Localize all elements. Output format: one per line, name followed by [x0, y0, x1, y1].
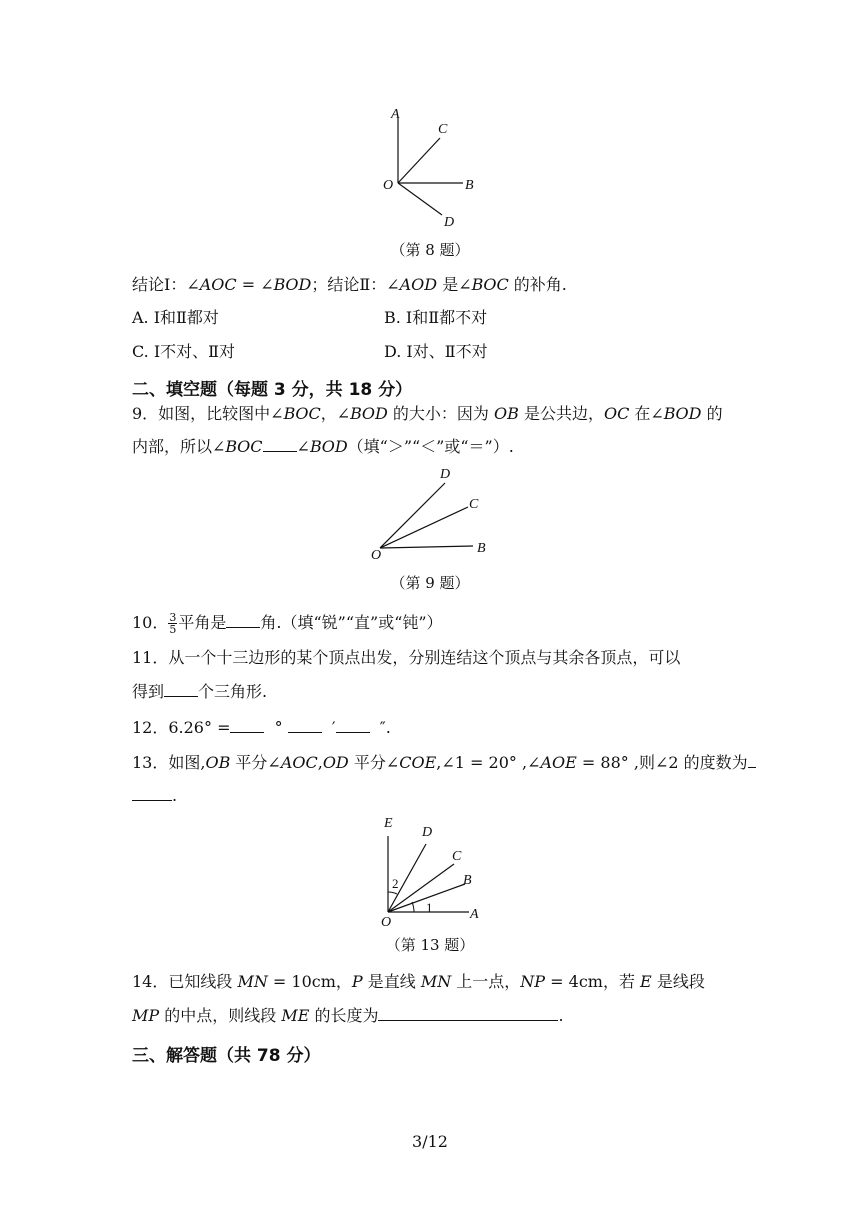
q10-text-b: 角.（填“锐”“直”或“钝”）: [260, 613, 443, 632]
fig13-label-d: D: [422, 825, 433, 840]
q13-line2: [132, 786, 177, 806]
q10: [132, 612, 443, 635]
q13-answer-blank: [132, 786, 172, 801]
section2-heading: 二、填空题（每题 3 分，共 18 分）: [132, 380, 413, 400]
q10-answer-blank: [226, 613, 260, 628]
section3-heading: 三、解答题（共 78 分）: [132, 1046, 321, 1066]
figure-13: [370, 808, 490, 933]
q9-line1: 9．如图，比较图中∠𝐵𝑂𝐶，∠𝐵𝑂𝐷 的大小：因为 𝑂𝐵 是公共边，𝑂𝐶 在∠𝐵𝑂𝐷 的: [132, 404, 723, 423]
q8-option-c: C. Ⅰ不对、Ⅱ对: [132, 342, 236, 361]
q14-answer-blank: [378, 1006, 558, 1021]
q14-line2-end: .: [558, 1006, 564, 1025]
q14-line1: 14．已知线段 𝑀𝑁 = 10cm，𝑃 是直线 𝑀𝑁 上一点，𝑁𝑃 = 4cm，若 𝐸 是线段: [132, 972, 705, 991]
q10-fraction: [168, 612, 177, 635]
fig8-label-b: B: [465, 178, 474, 193]
q12-minute-blank: [288, 718, 322, 733]
q9-line2-a: 内部，所以∠𝐵𝑂𝐶: [132, 437, 263, 456]
q8-option-a: A. Ⅰ和Ⅱ都对: [132, 308, 219, 327]
figure-8: [370, 100, 500, 235]
q11-line1: 11．从一个十三边形的某个顶点出发，分别连结这个顶点与其余各顶点，可以: [132, 648, 681, 667]
q9-answer-blank: [263, 437, 297, 452]
q12: [132, 718, 391, 738]
q12-second-blank: [336, 718, 370, 733]
q13-answer-blank-start: [748, 753, 756, 768]
q10-frac-denominator: 5: [169, 623, 177, 636]
fig13-angle-2: 2: [392, 876, 399, 891]
fig9-label-o: O: [371, 548, 382, 563]
fig9-caption: （第 9 题）: [390, 574, 470, 592]
fig13-label-a: A: [470, 907, 479, 922]
q8-conclusion: 结论Ⅰ：∠𝐴𝑂𝐶 = ∠𝐵𝑂𝐷；结论Ⅱ：∠𝐴𝑂𝐷 是∠𝐵𝑂𝐶 的补角.: [132, 275, 567, 294]
q11-answer-blank: [164, 682, 198, 697]
fig13-label-e: E: [384, 816, 393, 831]
fig13-label-o: O: [381, 915, 392, 930]
q11-line2-b: 个三角形.: [198, 682, 268, 701]
q10-text-a: 平角是: [178, 613, 227, 632]
page-number: 3/12: [412, 1132, 448, 1151]
fig9-label-b: B: [477, 541, 486, 556]
q13-line1: [132, 753, 756, 773]
q8-option-b: B. Ⅰ和Ⅱ都不对: [384, 308, 488, 327]
q12-minute-sign: ′: [331, 718, 336, 737]
q12-text: 12．6.26° =: [132, 718, 231, 737]
q12-second-sign: ″: [379, 718, 386, 737]
fig13-label-b: B: [463, 873, 472, 888]
q8-option-d: D. Ⅰ对、Ⅱ不对: [384, 342, 488, 361]
q14-line2: [132, 1006, 564, 1026]
q12-degree-blank: [230, 718, 264, 733]
q11-line2: [132, 682, 267, 702]
fig13-angle-1: 1: [426, 900, 433, 915]
fig13-label-c: C: [452, 849, 462, 864]
q10-frac-numerator: 3: [169, 611, 177, 624]
fig9-label-d: D: [440, 467, 451, 482]
figure-9: [365, 463, 505, 563]
q9-line2-b: ∠𝐵𝑂𝐷（填“＞”“＜”或“＝”）.: [296, 437, 514, 456]
q11-line2-a: 得到: [132, 682, 165, 701]
fig8-label-a: A: [391, 107, 400, 122]
q9-line2: [132, 437, 514, 457]
fig8-caption: （第 8 题）: [390, 241, 470, 259]
fig8-label-c: C: [438, 122, 448, 137]
q13-text: 13．如图,𝑂𝐵 平分∠𝐴𝑂𝐶,𝑂𝐷 平分∠𝐶𝑂𝐸,∠1 = 20° ,∠𝐴𝑂𝐸 = 88° ,则∠2 的度数为: [132, 753, 748, 772]
fig8-label-o: O: [383, 178, 394, 193]
fig13-caption: （第 13 题）: [385, 936, 475, 954]
q13-line2-end: .: [172, 786, 178, 805]
q12-end: .: [385, 718, 391, 737]
q12-degree-sign: °: [274, 718, 283, 737]
fig9-label-c: C: [469, 497, 479, 512]
q14-line2-a: 𝑀𝑃 的中点，则线段 𝑀𝐸 的长度为: [132, 1006, 379, 1025]
q10-num: 10．: [132, 613, 169, 632]
fig8-label-d: D: [444, 215, 455, 230]
